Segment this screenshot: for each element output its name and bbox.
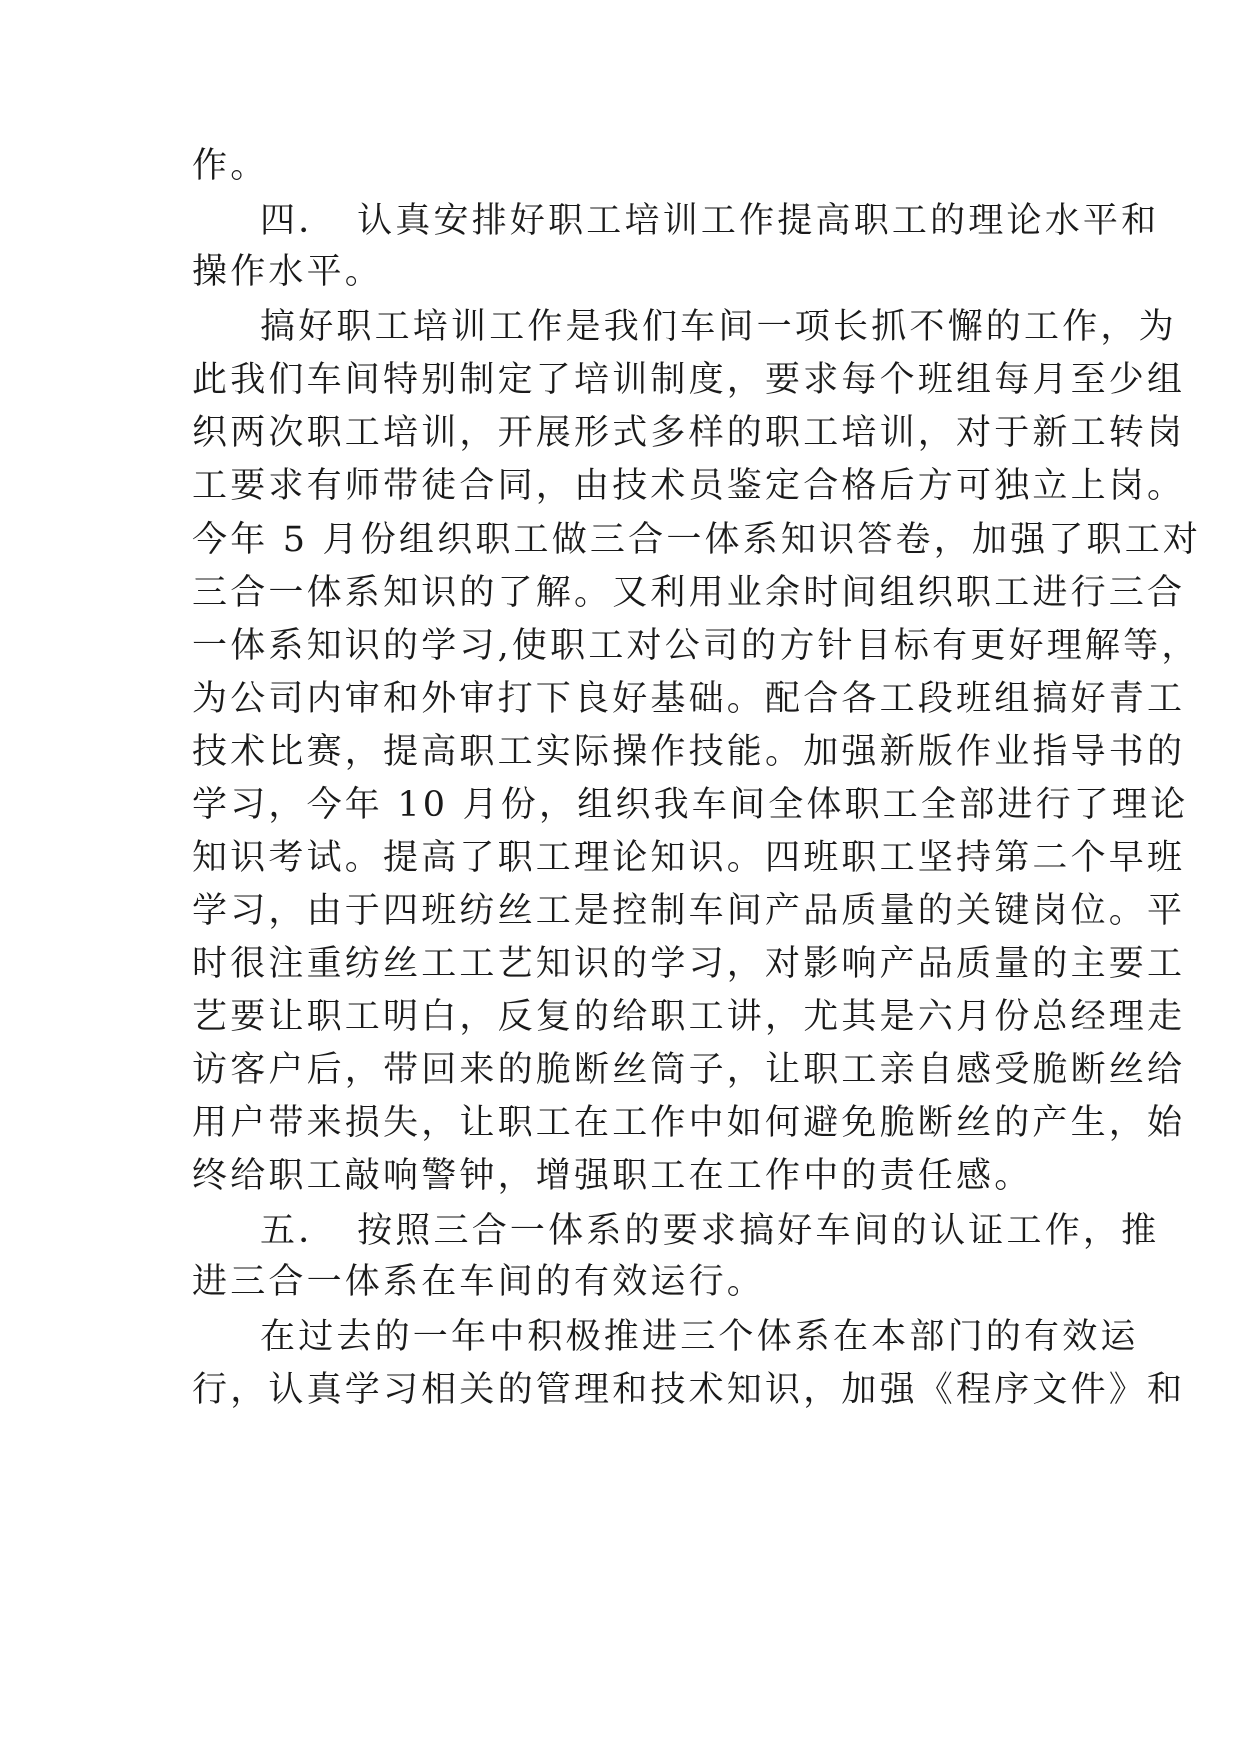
- text-line: 知识考试。提高了职工理论知识。四班职工坚持第二个早班: [192, 838, 1186, 878]
- text-line: 操作水平。: [192, 252, 384, 292]
- paragraph-first-line: 搞好职工培训工作是我们车间一项长抓不懈的工作，为: [260, 307, 1177, 347]
- text-line: 工要求有师带徒合同，由技术员鉴定合格后方可独立上岗。: [192, 466, 1186, 506]
- text-line: 学习，今年 10 月份，组织我车间全体职工全部进行了理论: [192, 785, 1189, 825]
- text-line: 访客户后，带回来的脆断丝筒子，让职工亲自感受脆断丝给: [192, 1050, 1186, 1090]
- text-line: 为公司内审和外审打下良好基础。配合各工段班组搞好青工: [192, 679, 1186, 719]
- paragraph-first-line: 在过去的一年中积极推进三个体系在本部门的有效运: [260, 1317, 1139, 1357]
- section-heading: 四． 认真安排好职工培训工作提高职工的理论水平和: [260, 201, 1160, 241]
- text-line: 行，认真学习相关的管理和技术知识，加强《程序文件》和: [192, 1370, 1186, 1410]
- section-heading: 五． 按照三合一体系的要求搞好车间的认证工作，推: [260, 1211, 1160, 1251]
- text-line: 用户带来损失，让职工在工作中如何避免脆断丝的产生，始: [192, 1103, 1186, 1143]
- text-line: 今年 5 月份组织职工做三合一体系知识答卷，加强了职工对: [192, 520, 1202, 560]
- text-line: 三合一体系知识的了解。又利用业余时间组织职工进行三合: [192, 573, 1186, 613]
- text-line: 此我们车间特别制定了培训制度，要求每个班组每月至少组: [192, 360, 1186, 400]
- text-line: 学习，由于四班纺丝工是控制车间产品质量的关键岗位。平: [192, 891, 1186, 931]
- text-line: 艺要让职工明白，反复的给职工讲，尤其是六月份总经理走: [192, 997, 1186, 1037]
- text-line: 技术比赛，提高职工实际操作技能。加强新版作业指导书的: [192, 732, 1186, 772]
- text-line: 作。: [192, 146, 269, 186]
- text-line: 进三合一体系在车间的有效运行。: [192, 1262, 766, 1302]
- text-line: 终给职工敲响警钟，增强职工在工作中的责任感。: [192, 1156, 1033, 1196]
- text-line: 织两次职工培训，开展形式多样的职工培训，对于新工转岗: [192, 413, 1186, 453]
- text-line: 一体系知识的学习,使职工对公司的方针目标有更好理解等，: [192, 626, 1200, 666]
- text-line: 时很注重纺丝工工艺知识的学习，对影响产品质量的主要工: [192, 944, 1186, 984]
